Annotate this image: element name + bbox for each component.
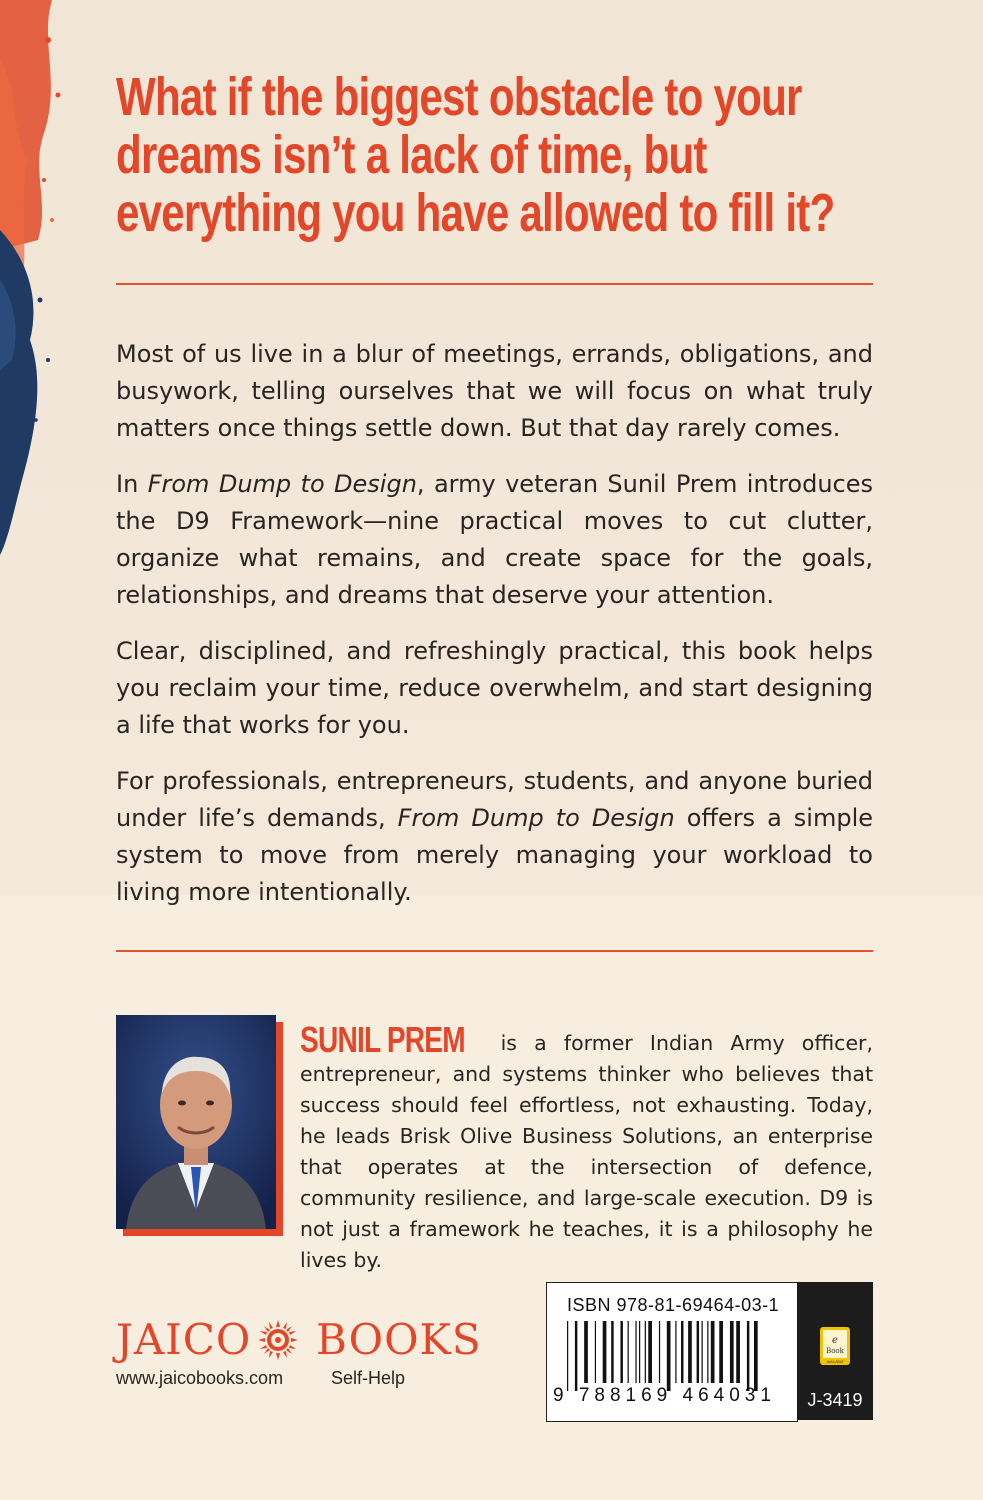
headline-line: everything you have allowed to fill it? xyxy=(116,183,835,243)
publisher-word-1: JAICO xyxy=(116,1315,252,1364)
ebook-sub-label: AVAILABLE xyxy=(826,1360,844,1364)
author-photo xyxy=(116,1015,276,1229)
barcode-bar xyxy=(702,1321,703,1383)
blurb-text: Clear, disciplined, and refreshingly practical, this book helps you reclaim your time, reduce overwhelm, and start designing a life that works for you. xyxy=(116,637,873,739)
ebook-badge xyxy=(797,1282,873,1420)
book-title-italic: From Dump to Design xyxy=(397,804,675,832)
blurb-text: Most of us live in a blur of meetings, errands, obligations, and busywork, telling ourselves that we will focus on what truly matters once things settle down. But that day rarely comes. xyxy=(116,340,873,442)
barcode-bar xyxy=(635,1321,636,1383)
book-category: Self-Help xyxy=(331,1368,406,1388)
barcode-bar xyxy=(648,1321,652,1383)
blurb xyxy=(116,336,873,930)
author-portrait-icon xyxy=(116,1015,276,1229)
barcode-bar xyxy=(697,1321,699,1383)
blurb-text: For professionals, entrepreneurs, students, and anyone buried under life’s demands, xyxy=(116,767,873,832)
barcode-bar xyxy=(747,1321,749,1391)
barcode-bar xyxy=(575,1321,577,1391)
blurb-text: offers a simple system to move from merely managing your workload to living more intentionally. xyxy=(116,804,874,906)
middle-divider xyxy=(116,950,873,952)
ebook-label: Book xyxy=(826,1347,844,1355)
blurb-paragraph xyxy=(116,466,873,614)
publisher-logo xyxy=(116,1315,482,1366)
publisher-url[interactable]: www.jaicobooks.com xyxy=(116,1368,284,1388)
barcode-digits: 9 788169 464031 xyxy=(553,1385,776,1406)
isbn-label: ISBN 978-81-69464-03-1 xyxy=(567,1295,780,1315)
barcode-bar xyxy=(620,1321,622,1383)
barcode-bar xyxy=(730,1321,734,1383)
barcode-bar xyxy=(681,1321,683,1383)
author-bio xyxy=(300,1019,873,1276)
top-divider xyxy=(116,283,873,285)
barcode-bar xyxy=(567,1321,568,1391)
headline-line: What if the biggest obstacle to your xyxy=(116,67,802,127)
blurb-paragraph xyxy=(116,763,873,911)
svg-text:e: e xyxy=(832,1335,838,1346)
barcode-bar xyxy=(595,1321,596,1383)
barcode-bar xyxy=(707,1321,708,1383)
barcode-bar xyxy=(719,1321,723,1383)
barcode-panel xyxy=(546,1282,798,1422)
barcode-bar xyxy=(659,1321,660,1383)
blurb-text: In xyxy=(116,470,148,498)
barcode-bar xyxy=(628,1321,629,1383)
author-bio-text: is a former Indian Army officer, entrepreneur, and systems thinker who believes that success should feel effortless, not exhausting. Today, he leads Brisk Olive Business Solutions, an enterprise that operates at the intersection of defence, community resilience, and large-scale execution. D9 is not just a framework he teaches, it is a philosophy he lives by. xyxy=(300,1031,873,1272)
barcode-bar xyxy=(736,1321,740,1383)
book-title-italic: From Dump to Design xyxy=(147,470,417,498)
barcode-bar xyxy=(645,1321,646,1383)
barcode-bar xyxy=(688,1321,692,1383)
paint-splash-decoration xyxy=(0,0,70,560)
barcode-bar xyxy=(611,1321,613,1383)
product-code: J-3419 xyxy=(807,1390,863,1410)
author-name: SUNIL PREM xyxy=(300,1019,465,1060)
barcode-bar xyxy=(675,1321,676,1383)
barcode-bar xyxy=(639,1321,640,1383)
blurb-paragraph xyxy=(116,336,873,447)
barcode-bar xyxy=(584,1321,588,1383)
barcode-bar xyxy=(603,1321,607,1383)
barcode-bars xyxy=(567,1321,782,1391)
barcode-bar xyxy=(711,1321,715,1383)
barcode-bar xyxy=(667,1321,671,1391)
publisher-word-2: BOOKS xyxy=(316,1315,482,1364)
barcode-bar xyxy=(754,1321,758,1391)
blurb-paragraph xyxy=(116,633,873,744)
sunburst-icon xyxy=(256,1318,300,1362)
headline-line: dreams isn’t a lack of time, but xyxy=(116,125,707,185)
blurb-text: , army veteran Sunil Prem introduces the D9 Framework—nine practical moves to cut clutter, organize what remains, and create space for the goals, relationships, and dreams that deserve your attention. xyxy=(116,470,873,609)
ebook-icon xyxy=(819,1326,851,1366)
headline xyxy=(116,68,877,242)
